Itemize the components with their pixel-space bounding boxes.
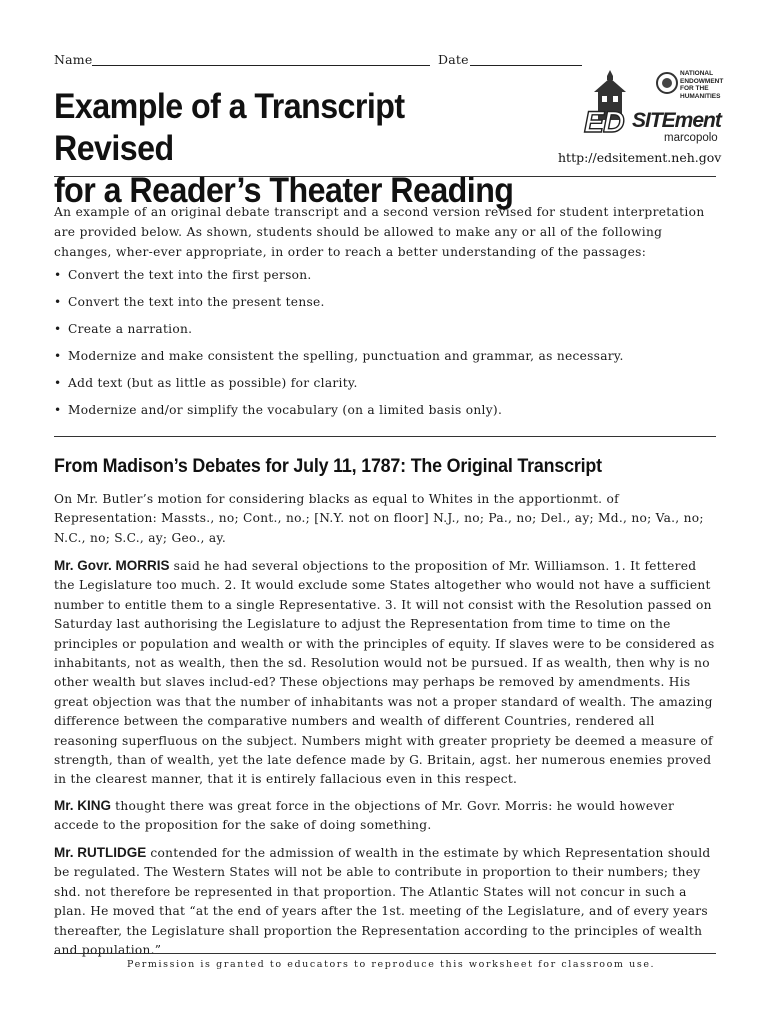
speaker-king: Mr. KING — [54, 798, 112, 813]
section-divider — [54, 436, 716, 437]
speaker-rutlidge: Mr. RUTLIDGE — [54, 845, 147, 860]
list-item: • Create a narration. — [54, 322, 193, 336]
page-title — [54, 86, 514, 212]
footer-divider — [54, 953, 716, 954]
rutlidge-text: contended for the admission of wealth in the estimate by which Representation should be regulated. The Western States will not be able to contribute in proportion to their numbers; they shd. not therefore be represented in that proportion. The Atlantic States will not concur in such a plan. He moved that “at the end of years after the 1st. meeting of the Legislature, and of every years thereafter, the Legislature shall proportion the Representation according to the principles of wealth and population.” — [54, 846, 711, 958]
permission-footer: Permission is granted to educators to reproduce this worksheet for classroom use. — [127, 959, 656, 970]
section-heading: From Madison’s Debates for July 11, 1787: The Original Transcript — [54, 456, 602, 477]
list-item: • Add text (but as little as possible) for clarity. — [54, 376, 358, 390]
title-line-2: for a Reader’s Theater Reading — [54, 171, 514, 210]
top-divider — [54, 176, 716, 177]
vote-paragraph: On Mr. Butler’s motion for considering blacks as equal to Whites in the apportionmt. of Representation: Massts., no; Cont., no.; [N.Y. not on floor] N.J., no; Pa., no; Del., ay; Md., no; Va., no; N.C., no; S.C., ay; Geo., ay. — [54, 492, 704, 545]
site-url[interactable]: http://edsitement.neh.gov — [558, 150, 722, 165]
list-item: • Modernize and/or simplify the vocabulary (on a limited basis only). — [54, 403, 503, 417]
morris-paragraph — [54, 556, 716, 790]
name-date-line — [54, 52, 594, 70]
name-blank — [92, 65, 430, 66]
logo-sitement: SITEment — [632, 109, 721, 132]
speaker-morris: Mr. Govr. MORRIS — [54, 558, 170, 573]
rutlidge-paragraph — [54, 843, 716, 960]
logo-ed: ED — [584, 106, 624, 139]
list-item: • Convert the text into the present tense. — [54, 295, 325, 309]
neh-text: NATIONAL ENDOWMENT FOR THE HUMANITIES — [680, 70, 724, 100]
edsitement-logo — [584, 66, 724, 152]
date-label: Date — [438, 52, 469, 67]
date-blank — [470, 65, 582, 66]
logo-marcopolo: marcopolo — [664, 132, 718, 144]
title-line-1: Example of a Transcript Revised — [54, 87, 405, 168]
morris-text: said he had several objections to the proposition of Mr. Williamson. 1. It fettered the Legislature too much. 2. It would exclude some States altogether who would not have a sufficient number to entitle them to a single Representative. 3. It will not consist with the Resolution passed on Saturday last authorising the Legislature to adjust the Representation from time to time on the principles or population and wealth or with the principles of equity. If slaves were to be considered as inhabitants, not as wealth, then the sd. Resolution would not be pursued. If as wealth, then why is no other wealth but slaves includ-ed? These objections may perhaps be removed by amendments. His great objection was that the number of inhabitants was not a proper standard of wealth. The amazing difference between the comparative numbers and wealth of different Countries, rendered all reasoning superfluous on the subject. Numbers might with greater propriety be deemed a measure of strength, than of wealth, yet the late defence made by G. Britain, agst. her numerous enemies proved in the clearest manner, that it is entirely fallacious even in this respect. — [54, 559, 715, 787]
name-label: Name — [54, 52, 93, 67]
list-item: • Modernize and make consistent the spelling, punctuation and grammar, as necessary. — [54, 349, 624, 363]
neh-seal-icon — [656, 72, 678, 94]
intro-paragraph: An example of an original debate transcript and a second version revised for student interpretation are provided below. As shown, students should be allowed to make any or all of the following changes, wher-ever appropriate, in order to reach a better understanding of the passages: — [54, 205, 705, 259]
change-list — [54, 266, 716, 428]
king-text: thought there was great force in the objections of Mr. Govr. Morris: he would however accede to the proposition for the sake of doing something. — [54, 799, 675, 833]
king-paragraph — [54, 796, 716, 836]
list-item: • Convert the text into the first person. — [54, 268, 312, 282]
